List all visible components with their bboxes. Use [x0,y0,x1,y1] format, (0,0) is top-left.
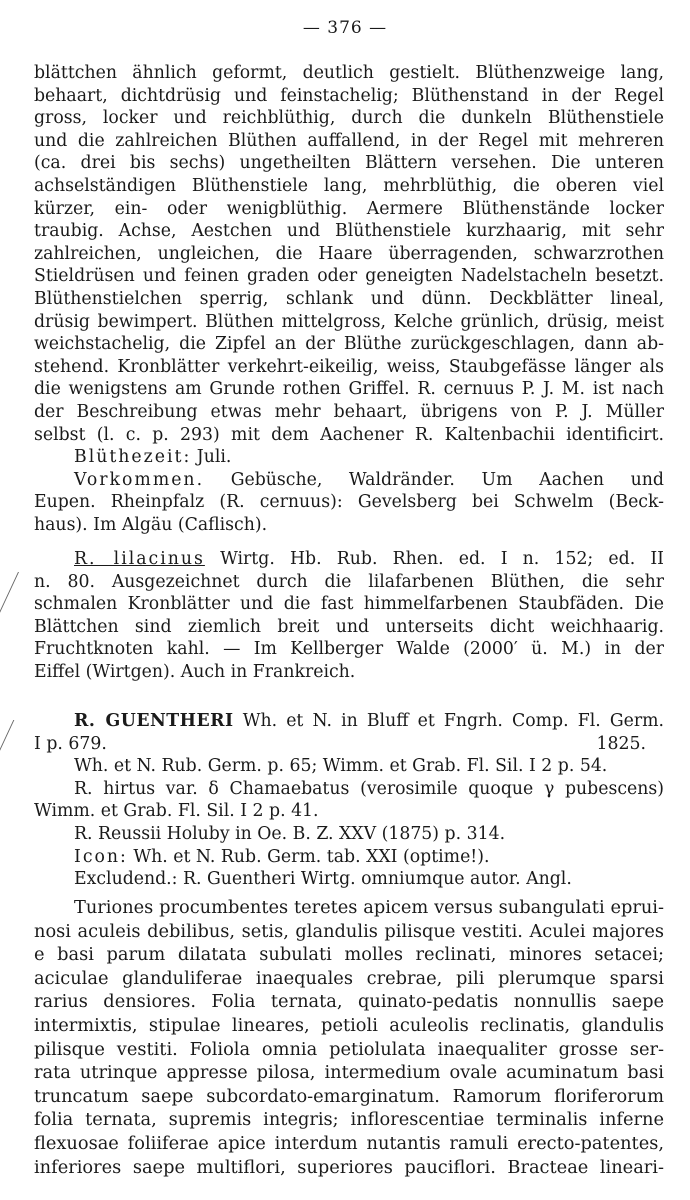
text-line: kürzer, ein- oder wenigblüthig. Aermere Blüthenstände locker [34,198,664,219]
text-line: pilisque vestiti. Foliola omnia petiolulata inaequaliter grosse ser- [34,1038,664,1060]
text-line: intermixtis, stipulae lineares, petioli aculeolis reclinatis, glandulis [34,1014,664,1036]
citation-year: 1825. [596,733,646,754]
text-line: schmalen Kronblätter und die fast himmelfarbenen Staubfäden. Die [34,594,664,615]
excludend-label: Excludend.: [74,869,178,890]
text-line: gross, locker und reichblüthig, durch die dunkeln Blüthenstiele [34,108,664,129]
occurrence-line [34,469,664,492]
citation-page: I p. 679. [34,733,107,754]
text-line: stehend. Kronblätter verkehrt-eikeilig, weiss, Staubgefässe länger als [34,356,664,377]
excludend-value: R. Guentheri Wirtg. omniumque autor. Angl. [183,869,572,890]
text-line: nosi aculeis debilibus, setis, glandulis pilisque vestiti. Aculei majores [34,920,664,942]
text-line: aciculae glanduliferae inaequales crebrae, pili plerumque sparsi [34,967,664,989]
guentheri-heading-line [34,710,664,733]
lilacinus-entry [34,548,664,684]
text-line: Eiffel (Wirtgen). Auch in Frankreich. [34,661,356,682]
icon-line [34,846,664,869]
text-line: zahlreichen, ungleichen, die Haare überragenden, schwarzrothen [34,243,664,264]
synonym-line: R. hirtus var. δ Chamaebatus (verosimile quoque γ pubescens) [74,778,664,799]
text-line: n. 80. Ausgezeichnet durch die lilafarbenen Blüthen, die sehr [34,571,664,592]
flowering-time-value: Juli. [196,447,232,468]
lilacinus-heading-line [34,548,664,571]
text-line: behaart, dichtdrüsig und feinstachelig; Blüthenstand in der Regel [34,85,664,106]
text-line: achselständigen Blüthenstiele lang, mehrblüthig, die oberen viel [34,175,664,196]
text-line: blättchen ähnlich geformt, deutlich gestielt. Blüthenzweige lang, [34,63,664,83]
text-line: drüsig bewimpert. Blüthen mittelgross, Kelche grünlich, drüsig, meist [34,311,664,332]
citation-text: Wirtg. Hb. Rub. Rhen. ed. I n. 152; ed. II [220,549,664,569]
latin-description [34,896,664,1179]
text-line: Eupen. Rheinpfalz (R. cernuus): Gevelsberg bei Schwelm (Beck- [34,492,664,513]
text-line: Turiones procumbentes teretes apicem versus subangulati eprui- [74,897,664,918]
text-line: der Beschreibung etwas mehr behaart, übrigens von P. J. Müller [34,401,664,422]
flowering-time-label: Blüthezeit: [74,447,192,468]
text-line: Stieldrüsen und feinen graden oder geneigten Nadelstacheln besetzt. [34,266,664,287]
text-line: die wenigstens am Grunde rothen Griffel. R. cernuus P. J. M. ist nach [34,379,664,400]
synonym-line: Wimm. et Grab. Fl. Sil. I 2 p. 41. [34,801,319,822]
synonym-line: R. Reussii Holuby in Oe. B. Z. XXV (1875) p. 314. [74,823,506,844]
text-line: truncatum saepe subcordato-emarginatum. Ramorum floriferorum [34,1085,664,1107]
text-line: Blüthenstielchen sperrig, schlank und dünn. Deckblätter lineal, [34,288,664,309]
citation-year-line [34,733,664,756]
text-line: Blättchen sind ziemlich breit und unterseits dicht weichhaarig. [34,616,664,637]
icon-value: Wh. et N. Rub. Germ. tab. XXI (optime!). [133,846,490,867]
text-line: e basi parum dilatata subulati molles reclinati, minores setacei; [34,944,664,966]
text-line: rata utrinque appresse pilosa, intermedium ovale acuminatum basi [34,1062,664,1084]
text-line: Fruchtknoten kahl. — Im Kellberger Walde (2000′ ü. M.) in der [34,639,664,660]
excludend-line [34,868,664,891]
text-line: haus). Im Algäu (Caflisch). [34,514,268,535]
text-line: flexuosae foliiferae apice interdum nutantis ramuli erecto-patentes, [34,1132,664,1154]
occurrence-label: Vorkommen. [74,469,205,490]
text-line: rarius densiores. Folia ternata, quinato-pedatis nonnullis saepe [34,991,664,1013]
icon-label: Icon: [74,846,128,867]
occurrence-text: Gebüsche, Waldränder. Um Aachen und [230,469,664,490]
text-line: (ca. drei bis sechs) ungetheilten Blättern versehen. Die unteren [34,153,664,174]
text-line: weichstachelig, die Zipfel an der Blüthe zurückgeschlagen, dann ab- [34,334,664,355]
species-name: R. lilacinus [74,549,205,569]
description-paragraph [34,62,664,536]
text-line: folia ternata, supremis integris; inflorescentiae terminalis inferne [34,1109,664,1131]
species-name: R. GUENTHERI [74,711,234,731]
citation-text: Wh. et N. in Bluff et Fngrh. Comp. Fl. Germ. [242,711,664,731]
page-number: — 376 — [302,18,388,38]
flowering-time-line [34,446,664,469]
text-line: und die zahlreichen Blüthen auffallend, in der Regel mit mehreren [34,130,664,151]
text-line: selbst (l. c. p. 293) mit dem Aachener R. Kaltenbachii identificirt. [34,424,664,445]
text-line: traubig. Achse, Aestchen und Blüthenstiele kurzhaarig, mit sehr [34,221,664,242]
guentheri-entry [34,710,664,891]
text-line: inferiores saepe multiflori, superiores pauciflori. Bracteae lineari- [34,1156,664,1178]
synonym-line: Wh. et N. Rub. Germ. p. 65; Wimm. et Grab. Fl. Sil. I 2 p. 54. [74,756,608,777]
